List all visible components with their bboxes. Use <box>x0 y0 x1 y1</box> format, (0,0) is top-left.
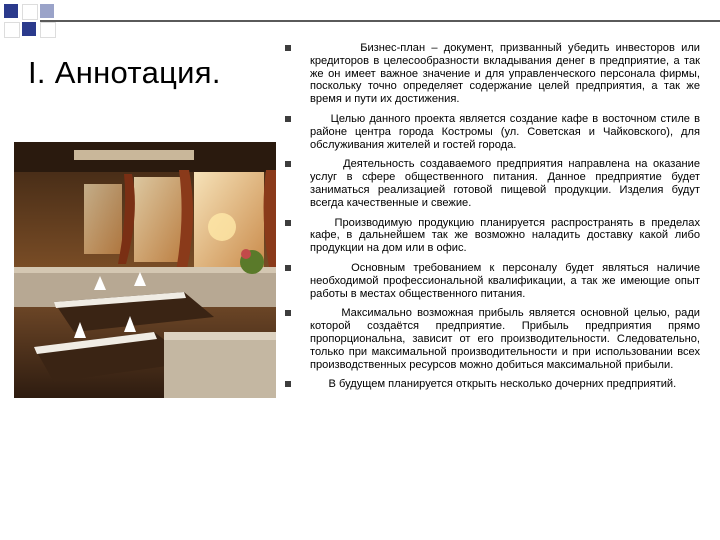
bullet-text: Бизнес-план – документ, призванный убедить инвесторов или кредиторов в целесообразности вкладывания денег в предприятие, а так же он имеет важное значение и для управленческого персонала фирмы, поскольку точно определяет содержание целей предприятия, а так же время и пути их достижения. <box>310 42 704 106</box>
list-item <box>282 378 700 391</box>
bullet-square-icon <box>285 161 291 167</box>
list-item <box>282 112 704 151</box>
bullet-square-icon <box>285 220 291 226</box>
bullet-text: Целью данного проекта является создание кафе в восточном стиле в районе центра города Костромы (ул. Советская и Чайковского), для обслуживания жителей и гостей города. <box>310 112 704 151</box>
cafe-interior-photo <box>14 142 276 398</box>
list-item <box>282 216 704 255</box>
bullet-text: Максимально возможная прибыль является основной целью, ради которой создаётся предприятие. Прибыль предприятия прямо пропорциональна, зависит от его производительности. Следовательно, только при максимальной производительности и при использовании всех производственных ресурсов можно добиться максимальной прибыли. <box>310 307 704 371</box>
bullet-text: Деятельность создаваемого предприятия направлена на оказание услуг в сфере общественного питания. Данное предприятие будет заниматься реализацией готовой пищевой продукции. Изделия будут всегда качественные и свежие. <box>310 158 704 209</box>
bullet-text: В будущем планируется открыть несколько дочерних предприятий. <box>310 378 677 391</box>
bullet-text: Основным требованием к персоналу будет являться наличие необходимой профессиональной квалификации, а так же имеющие опыт работы в местах общественного питания. <box>310 261 704 300</box>
bullet-square-icon <box>285 310 291 316</box>
list-item <box>282 261 704 300</box>
bullet-text: Производимую продукцию планируется распространять в пределах кафе, в дальнейшем так же возможно наладить доставку какой либо продукции на дом или в офис. <box>310 216 704 255</box>
bullet-square-icon <box>285 381 291 387</box>
top-rule <box>40 20 720 40</box>
bullet-square-icon <box>285 265 291 271</box>
bullet-square-icon <box>285 116 291 122</box>
annotation-bullet-list <box>282 42 704 398</box>
slide-title: I. Аннотация. <box>28 55 221 90</box>
bullet-square-icon <box>285 45 291 51</box>
list-item <box>282 158 704 209</box>
list-item <box>282 42 704 106</box>
list-item <box>282 307 704 371</box>
